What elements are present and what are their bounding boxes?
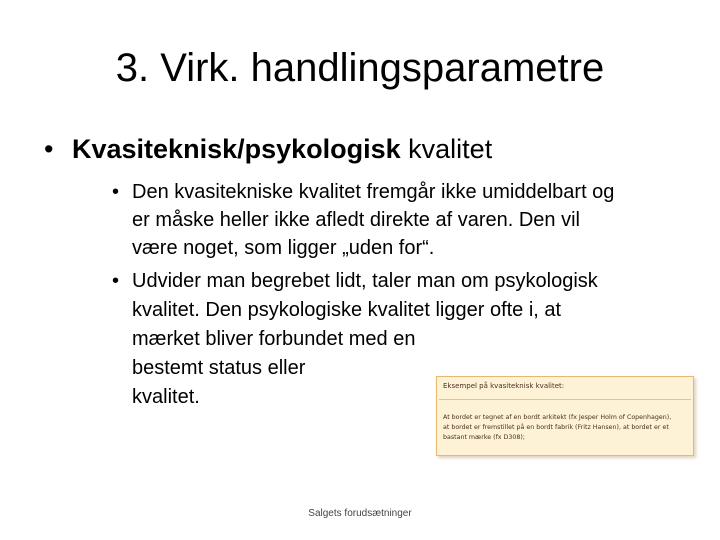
example-divider [439,399,691,400]
main-bullet-rest: kvalitet [400,134,493,164]
bullet-marker: • [112,270,120,292]
example-box [436,376,694,456]
bullet-marker: • [112,181,120,203]
sub-bullet-2-line-4: bestemt status eller [132,357,306,379]
bullet-marker: • [44,134,54,164]
example-line-2: at bordet er fremstillet på en bordt fabrik (Fritz Hansen), at bordet er et [443,424,669,431]
example-line-3: bastant mærke (fx D308); [443,434,525,441]
sub-bullet-2-line-5: kvalitet. [132,386,200,408]
sub-bullet-1-line-3: være noget, som ligger „uden for“. [132,237,435,259]
main-bullet-text [72,132,492,166]
sub-bullet-1-line-2: er måske heller ikke afledt direkte af varen. Den vil [132,209,580,231]
sub-bullet-1-line-1: Den kvasitekniske kvalitet fremgår ikke umiddelbart og [132,181,615,203]
example-title: Eksempel på kvasiteknisk kvalitet: [443,382,565,390]
example-line-1: At bordet er tegnet af en bordt arkitekt (fx Jesper Holm of Copenhagen), [443,414,672,421]
sub-bullet-2-line-2: kvalitet. Den psykologiske kvalitet ligger ofte i, at [132,299,562,321]
sub-bullet-2-line-3: mærket bliver forbundet med en [132,328,416,350]
slide-title: 3. Virk. handlingsparametre [115,46,605,90]
main-bullet-bold: Kvasiteknisk/psykologisk [72,134,401,164]
sub-bullet-2-line-1: Udvider man begrebet lidt, taler man om psykologisk [132,270,598,292]
slide-footer: Salgets forudsætninger [308,508,412,519]
